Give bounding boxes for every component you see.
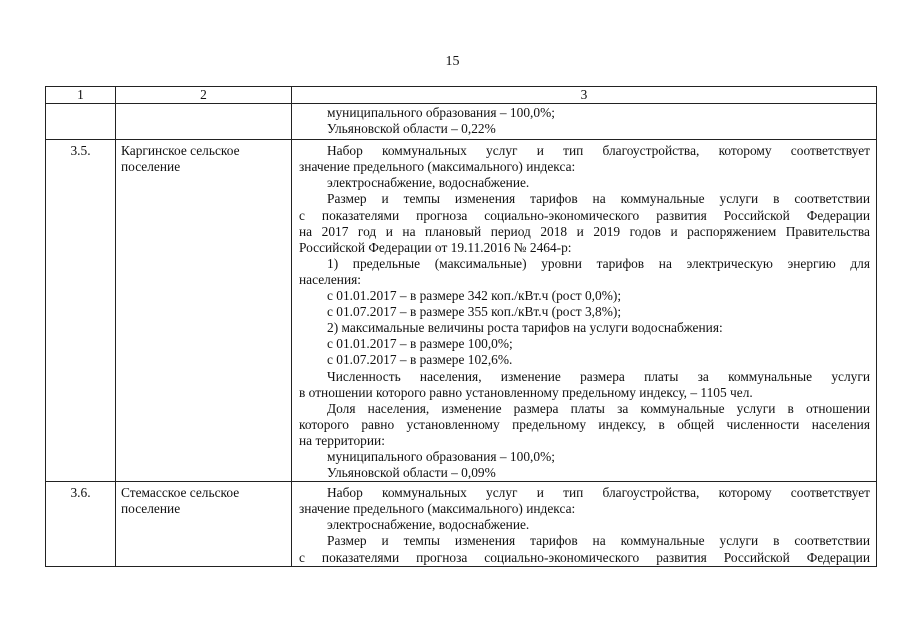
text-line: с 01.01.2017 – в размере 100,0%; [327,336,513,352]
text-line: муниципального образования – 100,0%; [327,105,555,120]
text-line: в отношении которого равно установленному предельному индексу, – 1105 чел. [299,384,753,400]
text-line: Численность населения, изменение размера платы за коммунальные услуги [327,368,870,384]
text-line: на 2017 год и на плановый период 2018 и 2019 годов и распоряжением Правительства [299,223,870,239]
content-cell [292,482,877,566]
content-cell [292,140,877,482]
settlement-cell [116,104,292,140]
text-line: с показателями прогноза социально-экономического развития Российской Федерации [299,549,870,565]
row-number: 3.5. [46,140,116,482]
content-cell [292,104,877,140]
text-line: Набор коммунальных услуг и тип благоустройства, которому соответствует [327,143,870,159]
text-line: населения: [299,271,361,287]
text-line: муниципального образования – 100,0%; [327,448,555,464]
tariff-table [45,86,877,567]
table-row-continuation [46,104,877,140]
column-header-1: 1 [46,87,116,104]
page-number: 15 [445,54,460,69]
row-number: 3.6. [46,482,116,566]
text-line: электроснабжение, водоснабжение. [327,517,530,533]
text-line: с показателями прогноза социально-экономического развития Российской Федерации [299,207,870,223]
text-line: 2) максимальные величины роста тарифов на услуги водоснабжения: [327,320,723,336]
text-line: значение предельного (максимального) индекса: [299,501,576,517]
settlement-name: Стемасское сельское поселение [116,482,292,566]
row-number-cell [46,104,116,140]
settlement-name: Каргинское сельское поселение [116,140,292,482]
column-header-2: 2 [116,87,292,104]
text-line: Размер и темпы изменения тарифов на коммунальные услуги в соответствии [327,533,870,549]
text-line: значение предельного (максимального) индекса: [299,159,576,175]
text-line: электроснабжение, водоснабжение. [327,175,530,191]
text-line: Ульяновской области – 0,09% [327,465,496,481]
text-line: с 01.01.2017 – в размере 342 коп./кВт.ч (рост 0,0%); [327,288,622,304]
text-line: которого равно установленному предельному индексу, в общей численности населения [299,416,870,432]
text-line: Набор коммунальных услуг и тип благоустройства, которому соответствует [327,485,870,501]
text-line: с 01.07.2017 – в размере 102,6%. [327,352,513,368]
table-row-3-5 [46,140,877,482]
column-header-3: 3 [292,87,877,104]
text-line: Российской Федерации от 19.11.2016 № 2464-р: [299,239,572,255]
text-line: 1) предельные (максимальные) уровни тарифов на электрическую энергию для [327,255,870,271]
text-line: на территории: [299,432,385,448]
text-line: Ульяновской области – 0,22% [327,121,496,137]
table-row-3-6 [46,482,877,566]
text-line: с 01.07.2017 – в размере 355 коп./кВт.ч (рост 3,8%); [327,304,622,320]
text-line: Размер и темпы изменения тарифов на коммунальные услуги в соответствии [327,191,870,207]
text-line: Доля населения, изменение размера платы за коммунальные услуги в отношении [327,400,870,416]
table-header-row [46,87,877,104]
